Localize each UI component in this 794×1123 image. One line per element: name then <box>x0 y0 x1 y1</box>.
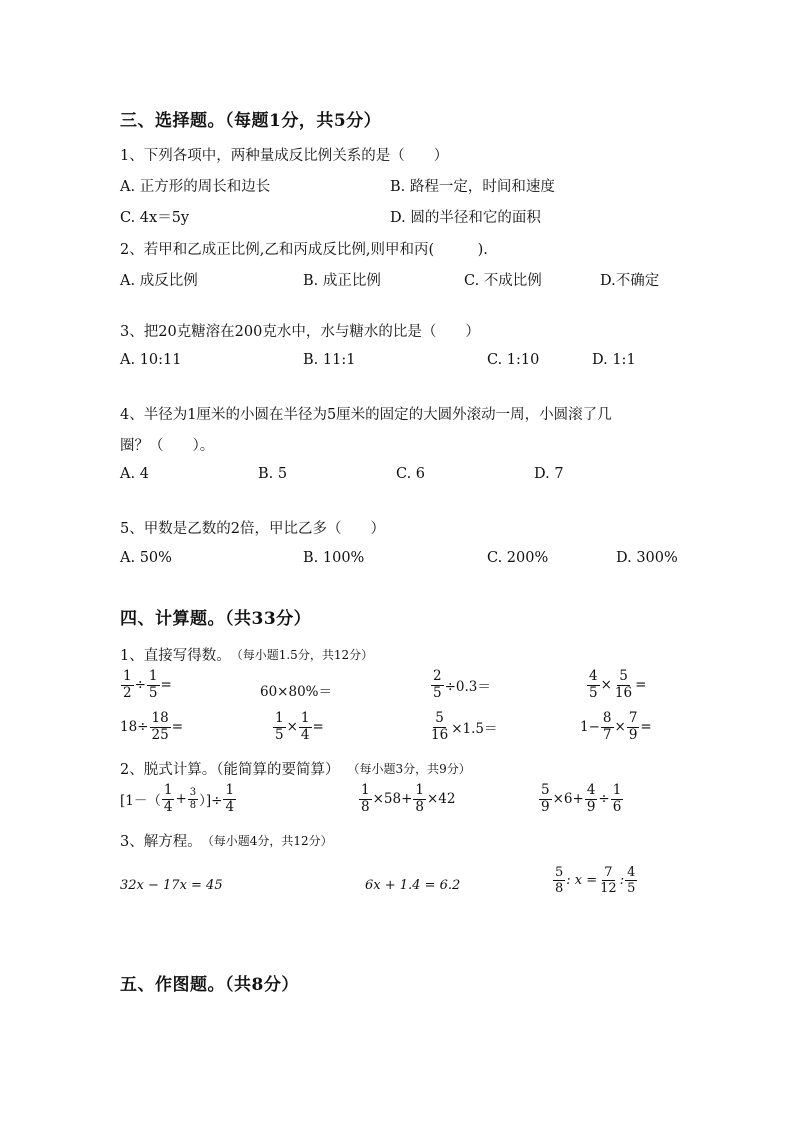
p1-expr-4: $\frac{4}{5}$ × $\frac{5}{16}$ = <box>589 668 647 701</box>
q4-option-b: B. 5 <box>258 466 288 482</box>
p1-expr-3: $\frac{2}{5}$ ÷0.3＝ <box>433 668 491 701</box>
q2-option-d: D.不确定 <box>600 273 660 289</box>
fraction: $\frac{7}{9}$ <box>628 710 638 743</box>
p2-expr-2: $\frac{1}{8}$ ×58+ $\frac{1}{8}$ ×42 <box>361 782 456 815</box>
q4-option-d: D. 7 <box>534 466 564 482</box>
q5-option-c: C. 200% <box>487 550 549 566</box>
q1-option-c: C. 4x＝5y <box>120 210 190 226</box>
q1-option-a: A. 正方形的周长和边长 <box>120 179 271 195</box>
fraction: $\frac{1}{5}$ <box>275 710 284 743</box>
p3-equation-2: 6x + 1.4 = 6.2 <box>365 878 461 893</box>
q3-option-b: B. 11:1 <box>303 352 356 368</box>
q3-option-c: C. 1:10 <box>487 352 540 368</box>
fraction: $\frac{1}{2}$ <box>123 668 132 701</box>
q3-option-a: A. 10:11 <box>120 352 182 368</box>
p1-expr-5: 18÷ $\frac{18}{25}$ = <box>120 710 183 743</box>
fraction: $\frac{3}{8}$ <box>189 786 197 811</box>
fraction: $\frac{5}{16}$ <box>431 710 449 743</box>
fraction: 5 8 <box>555 865 564 896</box>
p1-score-note: （每小题1.5分，共12分） <box>230 648 374 662</box>
p1-expr-2: 60×80%＝ <box>260 684 332 700</box>
p1-label: 1、直接写得数。 <box>120 648 231 664</box>
fraction: $\frac{2}{5}$ <box>433 668 442 701</box>
fraction: $\frac{4}{9}$ <box>586 782 596 815</box>
p2-label: 2、脱式计算。（能简算的要简算） <box>120 762 340 778</box>
q5-option-a: A. 50% <box>120 550 172 566</box>
p2-expr-3: $\frac{5}{9}$ ×6+ $\frac{4}{9}$ ÷ $\frac{1}{6}$ <box>541 782 622 815</box>
p2-score-note: （每小题3分，共9分） <box>347 762 471 776</box>
fraction: $\frac{1}{4}$ <box>225 782 235 815</box>
fraction: $\frac{1}{4}$ <box>300 710 310 743</box>
q1-option-d: D. 圆的半径和它的面积 <box>390 210 541 226</box>
q5-stem: 5、甲数是乙数的2倍，甲比乙多（ ） <box>120 521 385 537</box>
fraction: $\frac{5}{9}$ <box>541 782 550 815</box>
fraction: $\frac{4}{5}$ <box>589 668 598 701</box>
fraction: $\frac{1}{5}$ <box>148 668 158 701</box>
q4-option-a: A. 4 <box>120 466 149 482</box>
q3-stem: 3、把20克糖溶在200克水中，水与糖水的比是（ ） <box>120 324 480 340</box>
p1-header <box>120 644 373 665</box>
section-3-title: 三、选择题。（每题1分，共5分） <box>120 111 382 131</box>
fraction: $\frac{1}{6}$ <box>612 782 622 815</box>
p1-expr-1: $\frac{1}{2}$ ÷ $\frac{1}{5}$ = <box>123 668 172 701</box>
q4-stem-line2: 圈？（ ）。 <box>120 438 215 454</box>
fraction: 4 5 <box>627 865 636 896</box>
q3-option-d: D. 1:1 <box>592 352 636 368</box>
q2-option-c: C. 不成比例 <box>464 273 542 289</box>
p1-expr-7: $\frac{5}{16}$ ×1.5＝ <box>431 710 498 743</box>
q4-option-c: C. 6 <box>396 466 426 482</box>
q5-option-b: B. 100% <box>303 550 365 566</box>
q1-option-b: B. 路程一定，时间和速度 <box>390 179 555 195</box>
p3-equation-1: 32x − 17x = 45 <box>120 878 223 893</box>
fraction: $\frac{5}{16}$ <box>614 668 633 701</box>
p1-expr-8: 1− $\frac{8}{7}$ × $\frac{7}{9}$ = <box>580 710 652 743</box>
p2-expr-1: [1－（ 1 4 + $\frac{3}{8}$ ）]÷ $\frac{1}{4}$ <box>120 782 235 815</box>
p3-header <box>120 830 333 851</box>
section-5-title: 五、作图题。（共8分） <box>120 975 299 995</box>
p2-header <box>120 758 471 779</box>
fraction: $\frac{1}{8}$ <box>361 782 370 815</box>
fraction: $\frac{7}{12}$ <box>600 865 617 896</box>
p3-equation-3: 5 8 : x = $\frac{7}{12}$ : 4 5 <box>555 865 636 896</box>
fraction: 1 4 <box>163 782 173 815</box>
fraction: $\frac{18}{25}$ <box>151 710 169 743</box>
q4-stem-line1: 4、半径为1厘米的小圆在半径为5厘米的固定的大圆外滚动一周，小圆滚了几 <box>120 407 612 423</box>
q2-stem: 2、若甲和乙成正比例,乙和丙成反比例,则甲和丙( ). <box>120 242 488 258</box>
q5-option-d: D. 300% <box>616 550 678 566</box>
q1-stem: 1、下列各项中，两种量成反比例关系的是（ ） <box>120 148 449 164</box>
q2-option-a: A. 成反比例 <box>120 273 198 289</box>
q2-option-b: B. 成正比例 <box>303 273 381 289</box>
fraction: $\frac{8}{7}$ <box>602 710 612 743</box>
p3-label: 3、解方程。 <box>120 834 202 850</box>
p3-score-note: （每小题4分，共12分） <box>201 834 333 848</box>
section-4-title: 四、计算题。（共33分） <box>120 609 312 629</box>
fraction: $\frac{1}{8}$ <box>415 782 424 815</box>
p1-expr-6: $\frac{1}{5}$ × $\frac{1}{4}$ = <box>275 710 324 743</box>
